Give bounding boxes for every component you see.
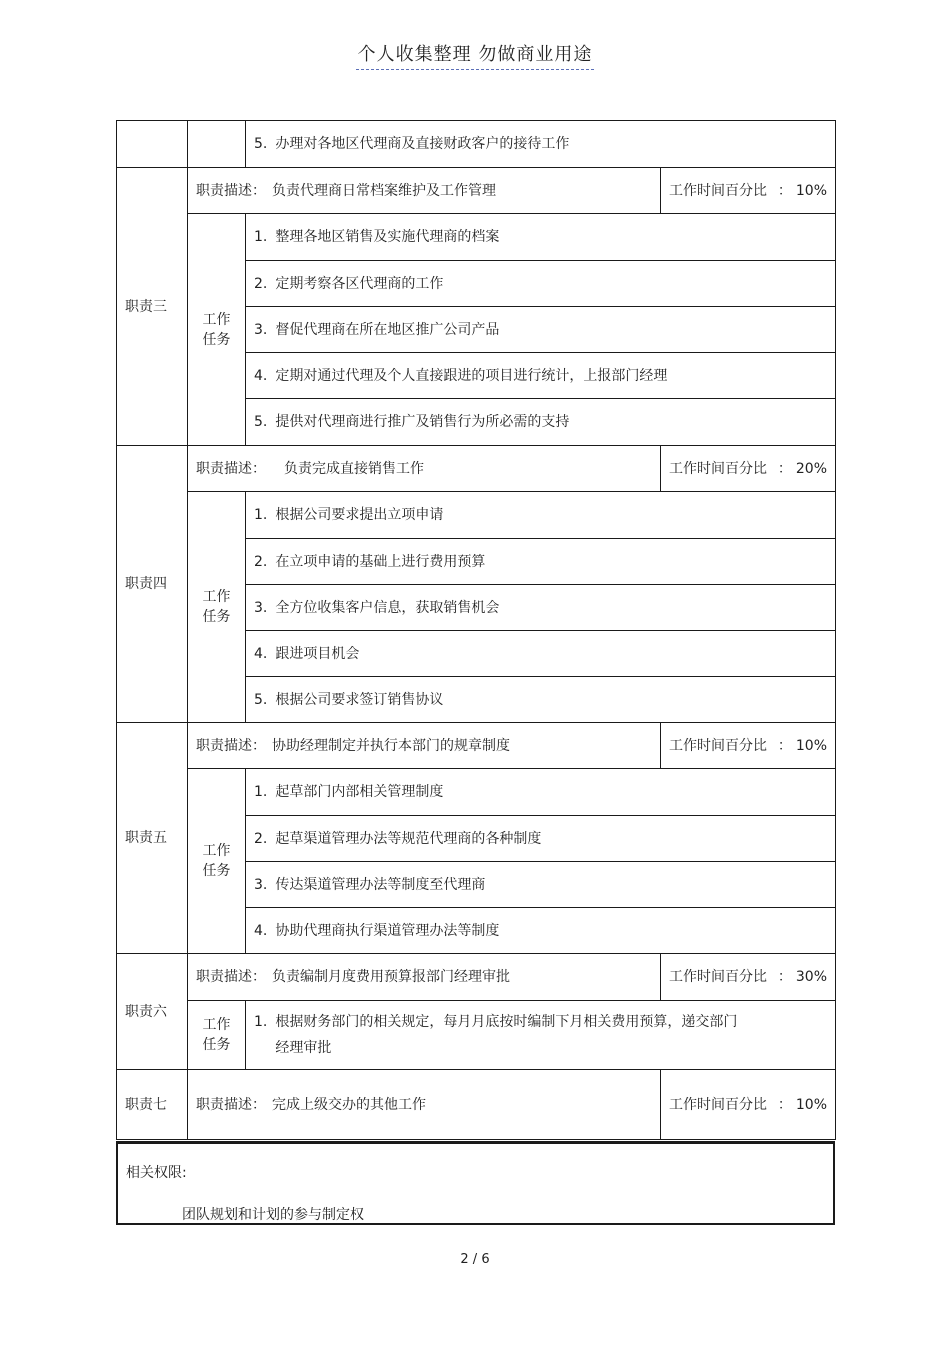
table-row: [117, 214, 836, 261]
task-cell: 3. 全方位收集客户信息，获取销售机会: [246, 585, 836, 631]
task-cell: 1. 整理各地区销售及实施代理商的档案: [246, 214, 836, 261]
duty-desc-cell: 职责描述： 负责完成直接销售工作: [188, 446, 661, 492]
table-row: [117, 954, 836, 1001]
work-task-label: 工作 任务: [188, 769, 246, 954]
time-pct-cell: 工作时间百分比 ： 10%: [661, 168, 836, 214]
table-row: [117, 1001, 836, 1070]
duty-desc-cell: 职责描述： 完成上级交办的其他工作: [188, 1070, 661, 1140]
task-cell: 5. 根据公司要求签订销售协议: [246, 677, 836, 723]
time-pct-cell: 工作时间百分比 ： 20%: [661, 446, 836, 492]
authority-section: [116, 1141, 835, 1225]
duty-name: 职责七: [117, 1070, 188, 1140]
work-task-cell: [188, 121, 246, 168]
work-task-label: 工作 任务: [188, 1001, 246, 1070]
authority-value: 团队规划和计划的参与制定权: [182, 1207, 364, 1223]
task-cell: 5. 办理对各地区代理商及直接财政客户的接待工作: [246, 121, 836, 168]
authority-label: 相关权限:: [126, 1165, 187, 1181]
table-row: [117, 168, 836, 214]
duty-name: 职责三: [117, 168, 188, 446]
table-row: [117, 723, 836, 769]
task-cell: 4. 协助代理商执行渠道管理办法等制度: [246, 908, 836, 954]
task-cell: 1. 根据公司要求提出立项申请: [246, 492, 836, 539]
task-cell: 1. 根据财务部门的相关规定，每月月底按时编制下月相关费用预算，递交部门 经理审批: [246, 1001, 836, 1070]
task-cell: 2. 起草渠道管理办法等规范代理商的各种制度: [246, 816, 836, 862]
work-task-label: 工作 任务: [188, 214, 246, 446]
header-title: 个人收集整理 勿做商业用途: [356, 44, 595, 70]
table-row: [117, 446, 836, 492]
task-cell: 5. 提供对代理商进行推广及销售行为所必需的支持: [246, 399, 836, 446]
time-pct-cell: 工作时间百分比 ： 10%: [661, 723, 836, 769]
table-row: [117, 1070, 836, 1140]
time-pct-cell: 工作时间百分比 ： 30%: [661, 954, 836, 1001]
table-row: [117, 492, 836, 539]
duty-name: 职责四: [117, 446, 188, 723]
duty-name: 职责六: [117, 954, 188, 1070]
work-task-label: 工作 任务: [188, 492, 246, 723]
duty-name: 职责五: [117, 723, 188, 954]
time-pct-cell: 工作时间百分比 ： 10%: [661, 1070, 836, 1140]
page-number: 2 / 6: [460, 1252, 490, 1267]
task-cell: 4. 定期对通过代理及个人直接跟进的项目进行统计，上报部门经理: [246, 353, 836, 399]
duty-desc-cell: 职责描述： 负责编制月度费用预算报部门经理审批: [188, 954, 661, 1001]
duty-desc-cell: 职责描述： 负责代理商日常档案维护及工作管理: [188, 168, 661, 214]
page-header: [0, 40, 950, 66]
task-cell: 4. 跟进项目机会: [246, 631, 836, 677]
task-cell: 2. 在立项申请的基础上进行费用预算: [246, 539, 836, 585]
table-row: [117, 121, 836, 168]
task-cell: 1. 起草部门内部相关管理制度: [246, 769, 836, 816]
duty-desc-cell: 职责描述： 协助经理制定并执行本部门的规章制度: [188, 723, 661, 769]
table-row: [117, 769, 836, 816]
task-cell: 3. 传达渠道管理办法等制度至代理商: [246, 862, 836, 908]
duties-table: [116, 120, 836, 1140]
task-cell: 3. 督促代理商在所在地区推广公司产品: [246, 307, 836, 353]
duty-name-cell: [117, 121, 188, 168]
task-cell: 2. 定期考察各区代理商的工作: [246, 261, 836, 307]
